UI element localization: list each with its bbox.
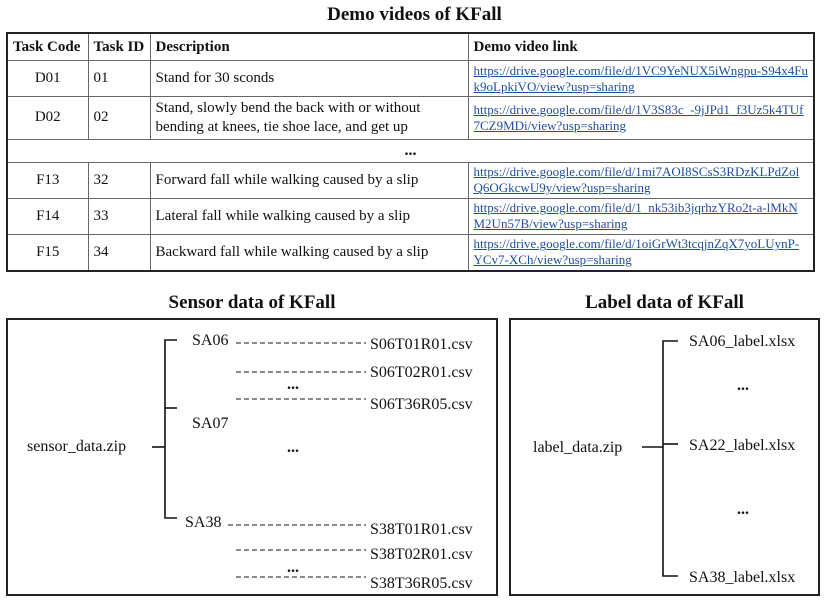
table-ellipsis: ... (7, 139, 814, 162)
file-ellipsis: ... (737, 377, 749, 394)
video-link[interactable]: https://drive.google.com/file/d/1oiGrWt3tcqjnZqX7yoLUynP-YCv7-XCh/view?usp=sharing (468, 234, 814, 271)
label-data-panel (509, 318, 820, 596)
table-ellipsis-row (7, 139, 814, 162)
label-data-title: Label data of KFall (585, 292, 744, 313)
task-id-cell: 32 (88, 162, 150, 198)
video-link[interactable]: https://drive.google.com/file/d/1mi7AOI8SCsS3RDzKLPdZolQ6OGkcwU9y/view?usp=sharing (468, 162, 814, 198)
table-row (7, 198, 814, 234)
video-link[interactable]: https://drive.google.com/file/d/1VC9YeNUX5iWngpu-S94x4Fuk9oLpkiVO/view?usp=sharing (468, 61, 814, 97)
table-row (7, 234, 814, 271)
folder-sa06-label: SA06 (192, 332, 229, 349)
folder-ellipsis: ... (287, 439, 299, 456)
file-ellipsis: ... (737, 501, 749, 518)
sensor-data-title: Sensor data of KFall (168, 292, 336, 313)
sensor-root-label: sensor_data.zip (27, 438, 127, 455)
task-id-cell: 01 (88, 61, 150, 97)
sensor-tree-diagram (8, 320, 496, 594)
task-code-cell: D01 (7, 61, 88, 97)
header-task-code: Task Code (7, 33, 88, 61)
table-header-row (7, 33, 814, 61)
file-label: S38T02R01.csv (370, 546, 473, 563)
folder-sa38-label: SA38 (185, 514, 222, 531)
task-id-cell: 02 (88, 97, 150, 140)
label-root-label: label_data.zip (533, 439, 623, 456)
description-cell: Lateral fall while walking caused by a slip (150, 198, 468, 234)
description-cell: Stand, slowly bend the back with or without bending at knees, tie shoe lace, and get up (150, 97, 468, 140)
header-demo-link: Demo video link (468, 33, 814, 61)
file-label: S06T02R01.csv (370, 364, 473, 381)
file-label: SA38_label.xlsx (689, 569, 796, 586)
description-cell: Stand for 30 sconds (150, 61, 468, 97)
file-ellipsis: ... (287, 559, 299, 576)
table-row (7, 162, 814, 198)
video-link[interactable]: https://drive.google.com/file/d/1_nk53ib3jqrhzYRo2t-a-lMkNM2Un57B/view?usp=sharing (468, 198, 814, 234)
description-cell: Forward fall while walking caused by a slip (150, 162, 468, 198)
file-label: S06T36R05.csv (370, 396, 473, 413)
table-row (7, 97, 814, 140)
header-task-id: Task ID (88, 33, 150, 61)
video-link[interactable]: https://drive.google.com/file/d/1V3S83c_-9jJPd1_f3Uz5k4TUf7CZ9MDi/view?usp=sharing (468, 97, 814, 140)
folder-bracket-line (165, 340, 177, 518)
header-description: Description (150, 33, 468, 61)
file-bracket-line (663, 341, 678, 576)
task-code-cell: F13 (7, 162, 88, 198)
file-label: S06T01R01.csv (370, 336, 473, 353)
demo-videos-table (6, 32, 815, 272)
file-label: S38T01R01.csv (370, 521, 473, 538)
file-ellipsis: ... (287, 376, 299, 393)
file-label: SA22_label.xlsx (689, 437, 796, 454)
table-row (7, 61, 814, 97)
demo-videos-title: Demo videos of KFall (327, 4, 502, 25)
task-code-cell: F15 (7, 234, 88, 271)
file-label: SA06_label.xlsx (689, 333, 796, 350)
task-code-cell: D02 (7, 97, 88, 140)
task-id-cell: 33 (88, 198, 150, 234)
file-label: S38T36R05.csv (370, 575, 473, 592)
task-id-cell: 34 (88, 234, 150, 271)
folder-sa07-label: SA07 (192, 415, 229, 432)
task-code-cell: F14 (7, 198, 88, 234)
description-cell: Backward fall while walking caused by a slip (150, 234, 468, 271)
label-tree-diagram (511, 320, 818, 594)
sensor-data-panel (6, 318, 498, 596)
